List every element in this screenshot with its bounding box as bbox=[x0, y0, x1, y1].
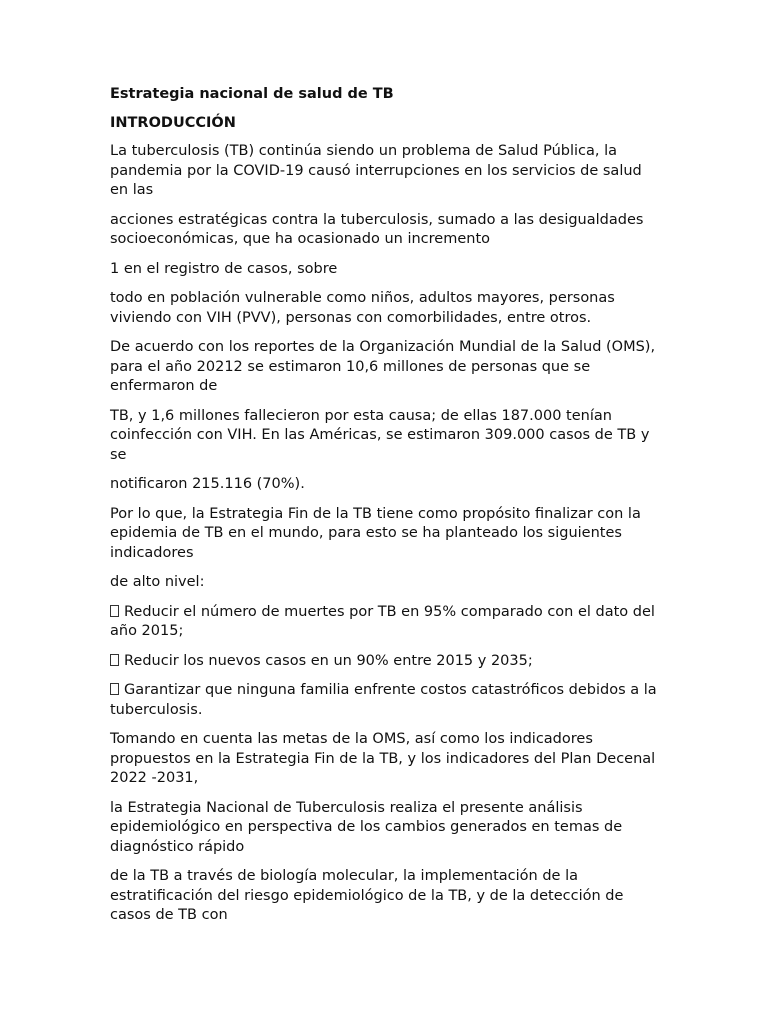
bullet-item bbox=[110, 681, 662, 720]
paragraph: notificaron 215.116 (70%). bbox=[110, 476, 305, 492]
paragraph: 1 en el registro de casos, sobre bbox=[110, 260, 338, 277]
missing-glyph-icon bbox=[110, 683, 119, 695]
paragraph: La tuberculosis (TB) continúa siendo un problema de Salud Pública, la pandemia por la COVID-19 causó interrupciones en los servicios de salud en las bbox=[110, 143, 642, 198]
paragraph: Tomando en cuenta las metas de la OMS, así como los indicadores propuestos en la Estrategia Fin de la TB, y los indicadores del Plan Decenal 2022 -2031, bbox=[110, 731, 656, 786]
paragraph: de alto nivel: bbox=[110, 574, 205, 590]
paragraph: Por lo que, la Estrategia Fin de la TB tiene como propósito finalizar con la epidemia de TB en el mundo, para esto se ha planteado los siguientes indicadores bbox=[110, 505, 641, 561]
bullet-text: Reducir los nuevos casos en un 90% entre 2015 y 2035; bbox=[124, 652, 533, 669]
missing-glyph-icon bbox=[110, 605, 119, 617]
paragraph: TB, y 1,6 millones fallecieron por esta causa; de ellas 187.000 tenían coinfección con VIH. En las Américas, se estimaron 309.000 casos de TB y se bbox=[110, 407, 650, 463]
section-heading: INTRODUCCIÓN bbox=[110, 115, 236, 131]
missing-glyph-icon bbox=[110, 654, 119, 666]
document-body bbox=[110, 84, 662, 936]
paragraph: de la TB a través de biología molecular, la implementación de la estratificación del riesgo epidemiológico de la TB, y de la detección de casos de TB con bbox=[110, 868, 624, 923]
bullet-item bbox=[110, 652, 662, 672]
paragraph: acciones estratégicas contra la tuberculosis, sumado a las desigualdades socioeconómicas, que ha ocasionado un incremento bbox=[110, 211, 644, 247]
bullet-text: Reducir el número de muertes por TB en 95% comparado con el dato del año 2015; bbox=[110, 603, 655, 639]
paragraph: todo en población vulnerable como niños, adultos mayores, personas viviendo con VIH (PVV), personas con comorbilidades, entre otros. bbox=[110, 290, 615, 326]
document-title: Estrategia nacional de salud de TB bbox=[110, 86, 394, 102]
bullet-text: Garantizar que ninguna familia enfrente costos catastróficos debidos a la tuberculosis. bbox=[110, 682, 657, 718]
paragraph: De acuerdo con los reportes de la Organización Mundial de la Salud (OMS), para el año 20212 se estimaron 10,6 millones de personas que se enfermaron de bbox=[110, 339, 656, 394]
paragraph: la Estrategia Nacional de Tuberculosis realiza el presente análisis epidemiológico en perspectiva de los cambios generados en temas de diagnóstico rápido bbox=[110, 799, 623, 855]
bullet-item bbox=[110, 603, 662, 642]
